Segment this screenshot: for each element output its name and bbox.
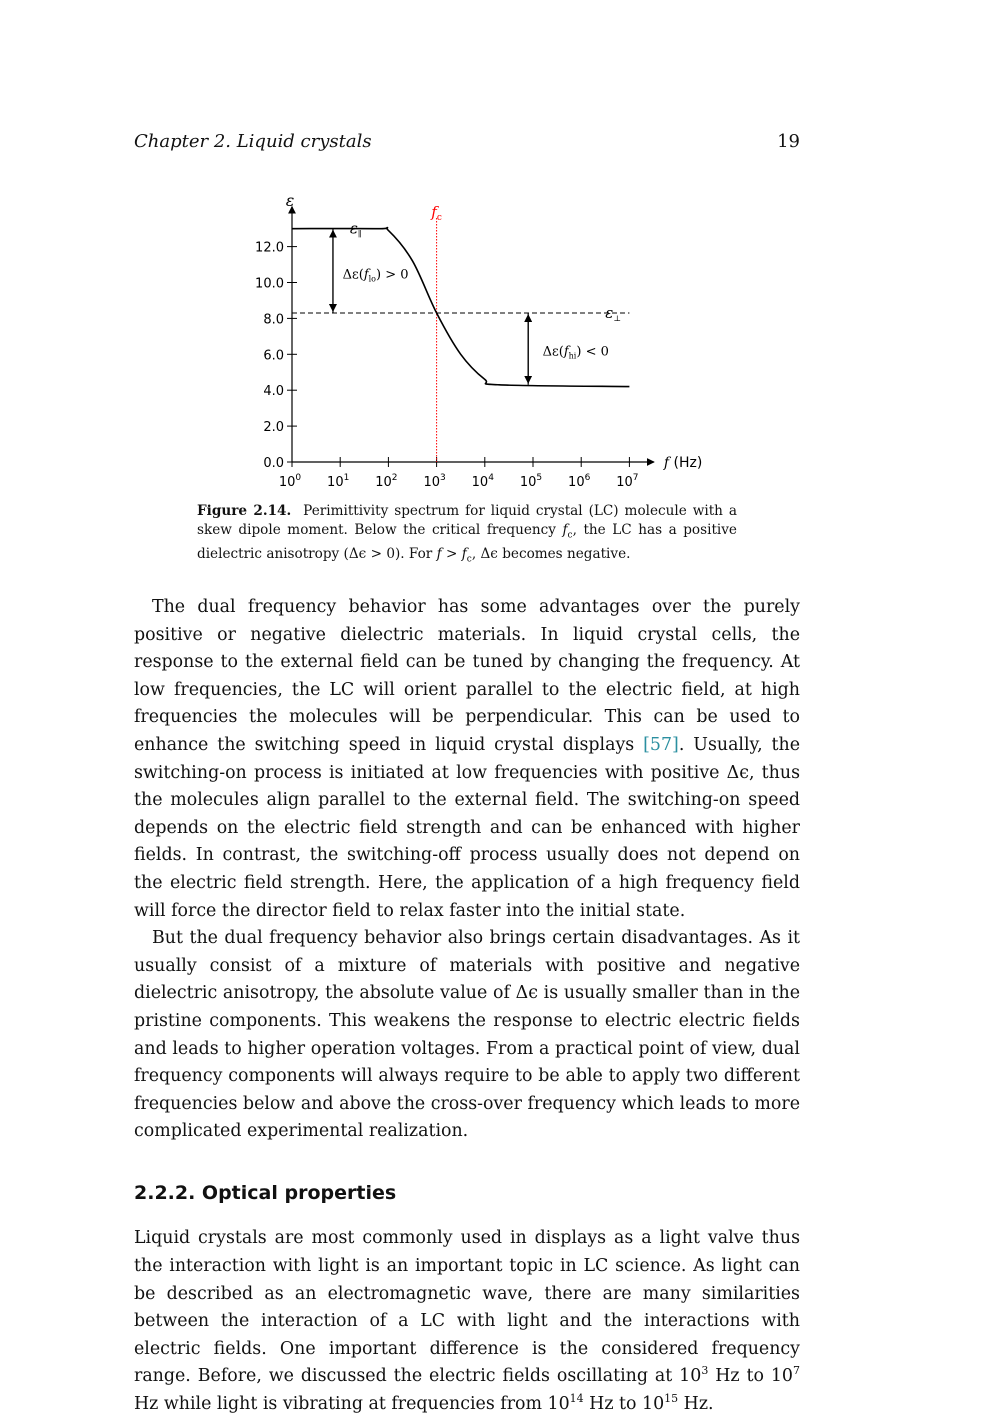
citation-57[interactable]: [57] bbox=[643, 734, 679, 755]
exp-15: 15 bbox=[664, 1392, 679, 1406]
exp-7: 7 bbox=[793, 1364, 800, 1378]
p1-text-b: . Usually, the switching-on process is initiated at low frequencies with positive Δϵ, thus the molecules align parallel to the external field. The switching-on speed depends on the electric field strength and can be enhanced with higher fields. In contrast, the switching-off process usually does not depend on the electric field strength. Here, the application of a high frequency field will force the director field to relax faster into the initial state. bbox=[134, 734, 800, 921]
x-tick-label: $10^4$ bbox=[471, 473, 494, 490]
body-text bbox=[134, 594, 800, 1419]
x-tick-label: $10^3$ bbox=[423, 473, 446, 490]
delta-low-label: $\Delta\varepsilon(f_{lo}) > 0$ bbox=[342, 267, 409, 284]
caption-part-2: , the LC has a positive dielectric anisotropy (Δϵ > 0). For bbox=[197, 521, 737, 562]
caption-fc: f bbox=[562, 521, 568, 538]
y-tick-label: 2.0 bbox=[263, 420, 284, 436]
chapter-title: Chapter 2. Liquid crystals bbox=[134, 131, 372, 152]
running-head bbox=[134, 131, 800, 157]
exp-3: 3 bbox=[701, 1364, 709, 1378]
y-tick-label: 8.0 bbox=[263, 312, 284, 328]
y-tick-label: 10.0 bbox=[255, 276, 284, 292]
section-heading: 2.2.2. Optical properties bbox=[134, 1181, 397, 1204]
permittivity-chart bbox=[240, 190, 710, 490]
caption-part-1: Perimittivity spectrum for liquid crystal (LC) molecule with a skew dipole moment. Below the critical frequency bbox=[197, 503, 737, 538]
page-number: 19 bbox=[777, 131, 800, 152]
permittivity-curve bbox=[292, 228, 629, 387]
y-tick-label: 12.0 bbox=[255, 240, 284, 256]
y-tick-label: 4.0 bbox=[263, 384, 284, 400]
y-tick-label: 6.0 bbox=[263, 348, 284, 364]
caption-fc-sub: c bbox=[567, 530, 573, 541]
caption-fc-2: f bbox=[461, 545, 467, 562]
caption-part-3: , Δϵ becomes negative. bbox=[471, 545, 631, 562]
p1-text-a: The dual frequency behavior has some advantages over the purely positive or negative dielectric materials. In liquid crystal cells, the response to the external field can be tuned by changing the frequency. At low frequencies, the LC will orient parallel to the electric field, at high frequencies the molecules will be perpendicular. This can be used to enhance the switching speed in liquid crystal displays bbox=[134, 597, 800, 755]
figure-label: Figure 2.14. bbox=[197, 503, 292, 519]
p3-text-d: Hz to 10 bbox=[583, 1394, 665, 1415]
eps-perp-label: $\varepsilon_\perp$ bbox=[605, 304, 621, 324]
x-axis-label: f (Hz) bbox=[663, 455, 703, 471]
p3-text-c: Hz while light is vibrating at frequencies from 10 bbox=[134, 1394, 570, 1415]
x-tick-label: $10^7$ bbox=[616, 473, 639, 490]
paragraph-2: But the dual frequency behavior also brings certain disadvantages. As it usually consist of a mixture of materials with positive and negative dielectric anisotropy, the absolute value of Δϵ is usually smaller than in the pristine components. This weakens the response to electric electric fields and leads to higher operation voltages. From a practical point of view, dual frequency components will always require to be able to apply two different frequencies below and above the cross-over frequency which leads to more complicated experimental realization. bbox=[134, 928, 800, 1142]
caption-fc-sub-2: c bbox=[466, 554, 472, 565]
p3-text-b: Hz to 10 bbox=[708, 1366, 793, 1387]
eps-parallel-label: $\varepsilon_\parallel$ bbox=[349, 219, 362, 239]
delta-high-label: $\Delta\varepsilon(f_{hi}) < 0$ bbox=[542, 344, 609, 361]
caption-gt: > bbox=[441, 545, 462, 562]
x-tick-label: $10^6$ bbox=[568, 473, 591, 490]
caption-f: f bbox=[436, 545, 442, 562]
x-tick-label: $10^1$ bbox=[327, 473, 350, 490]
p3-text-a: Liquid crystals are most commonly used in displays as a light valve thus the interaction with light is an important topic in LC science. As light can be described as an electromagnetic wave, there are many similarities between the interaction of a LC with light and the interactions with electric fields. One important difference is the considered frequency range. Before, we discussed the electric fields oscillating at 10 bbox=[134, 1228, 800, 1387]
p3-text-e: Hz. bbox=[678, 1394, 714, 1415]
critical-frequency-label: $f_c$ bbox=[431, 203, 442, 223]
figure-caption bbox=[197, 502, 737, 569]
x-tick-label: $10^0$ bbox=[278, 473, 302, 490]
x-tick-label: $10^5$ bbox=[519, 473, 543, 490]
paragraph-3 bbox=[134, 1225, 800, 1418]
x-tick-label: $10^2$ bbox=[375, 473, 398, 490]
paragraph-1 bbox=[134, 594, 800, 925]
y-axis-label: ε bbox=[285, 191, 295, 210]
exp-14: 14 bbox=[569, 1392, 584, 1406]
permittivity-figure bbox=[240, 190, 710, 490]
y-tick-label: 0.0 bbox=[263, 456, 284, 471]
